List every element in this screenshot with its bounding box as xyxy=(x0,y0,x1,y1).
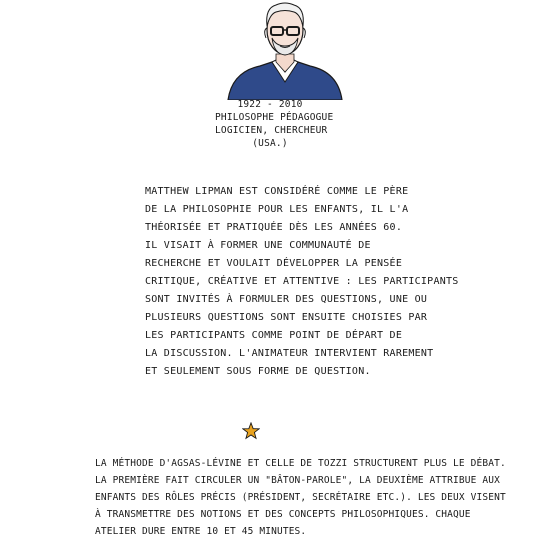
text-line: CRITIQUE, CRÉATIVE ET ATTENTIVE : LES PARTICIPANTS xyxy=(145,276,459,287)
text-line: LA DISCUSSION. L'ANIMATEUR INTERVIENT RAREMENT xyxy=(145,348,434,359)
text-line: SONT INVITÉS À FORMULER DES QUESTIONS, UNE OU xyxy=(145,294,428,305)
text-line: MATTHEW LIPMAN EST CONSIDÉRÉ COMME LE PÈRE xyxy=(145,186,409,197)
person-portrait-icon xyxy=(210,0,360,100)
portrait-caption xyxy=(215,98,334,150)
text-line: THÉORISÉE ET PRATIQUÉE DÈS LES ANNÉES 60. xyxy=(145,222,403,233)
text-line: ATELIER DURE ENTRE 10 ET 45 MINUTES. xyxy=(95,526,307,537)
star-icon xyxy=(242,422,260,440)
biography-paragraph xyxy=(145,183,459,381)
profession-line: PHILOSOPHE PÉDAGOGUE xyxy=(215,112,334,123)
profession-line: LOGICIEN, CHERCHEUR xyxy=(215,125,328,136)
text-line: LA MÉTHODE D'AGSAS-LÉVINE ET CELLE DE TOZZI STRUCTURENT PLUS LE DÉBAT. xyxy=(95,458,506,469)
text-line: LA PREMIÈRE FAIT CIRCULER UN "BÂTON-PAROLE", LA DEUXIÈME ATTRIBUE AUX xyxy=(95,475,500,486)
life-dates: 1922 - 2010 xyxy=(237,99,303,110)
country-line: (USA.) xyxy=(252,138,288,149)
text-line: RECHERCHE ET VOULAIT DÉVELOPPER LA PENSÉE xyxy=(145,258,403,269)
text-line: LES PARTICIPANTS COMME POINT DE DÉPART DE xyxy=(145,330,403,341)
text-line: ET SEULEMENT SOUS FORME DE QUESTION. xyxy=(145,366,371,377)
text-line: DE LA PHILOSOPHIE POUR LES ENFANTS, IL L'A xyxy=(145,204,409,215)
methods-paragraph xyxy=(95,455,506,540)
text-line: PLUSIEURS QUESTIONS SONT ENSUITE CHOISIES PAR xyxy=(145,312,428,323)
text-line: ENFANTS DES RÔLES PRÉCIS (PRÉSIDENT, SECRÉTAIRE ETC.). LES DEUX VISENT xyxy=(95,492,506,503)
text-line: À TRANSMETTRE DES NOTIONS ET DES CONCEPTS PHILOSOPHIQUES. CHAQUE xyxy=(95,509,471,520)
text-line: IL VISAIT À FORMER UNE COMMUNAUTÉ DE xyxy=(145,240,371,251)
